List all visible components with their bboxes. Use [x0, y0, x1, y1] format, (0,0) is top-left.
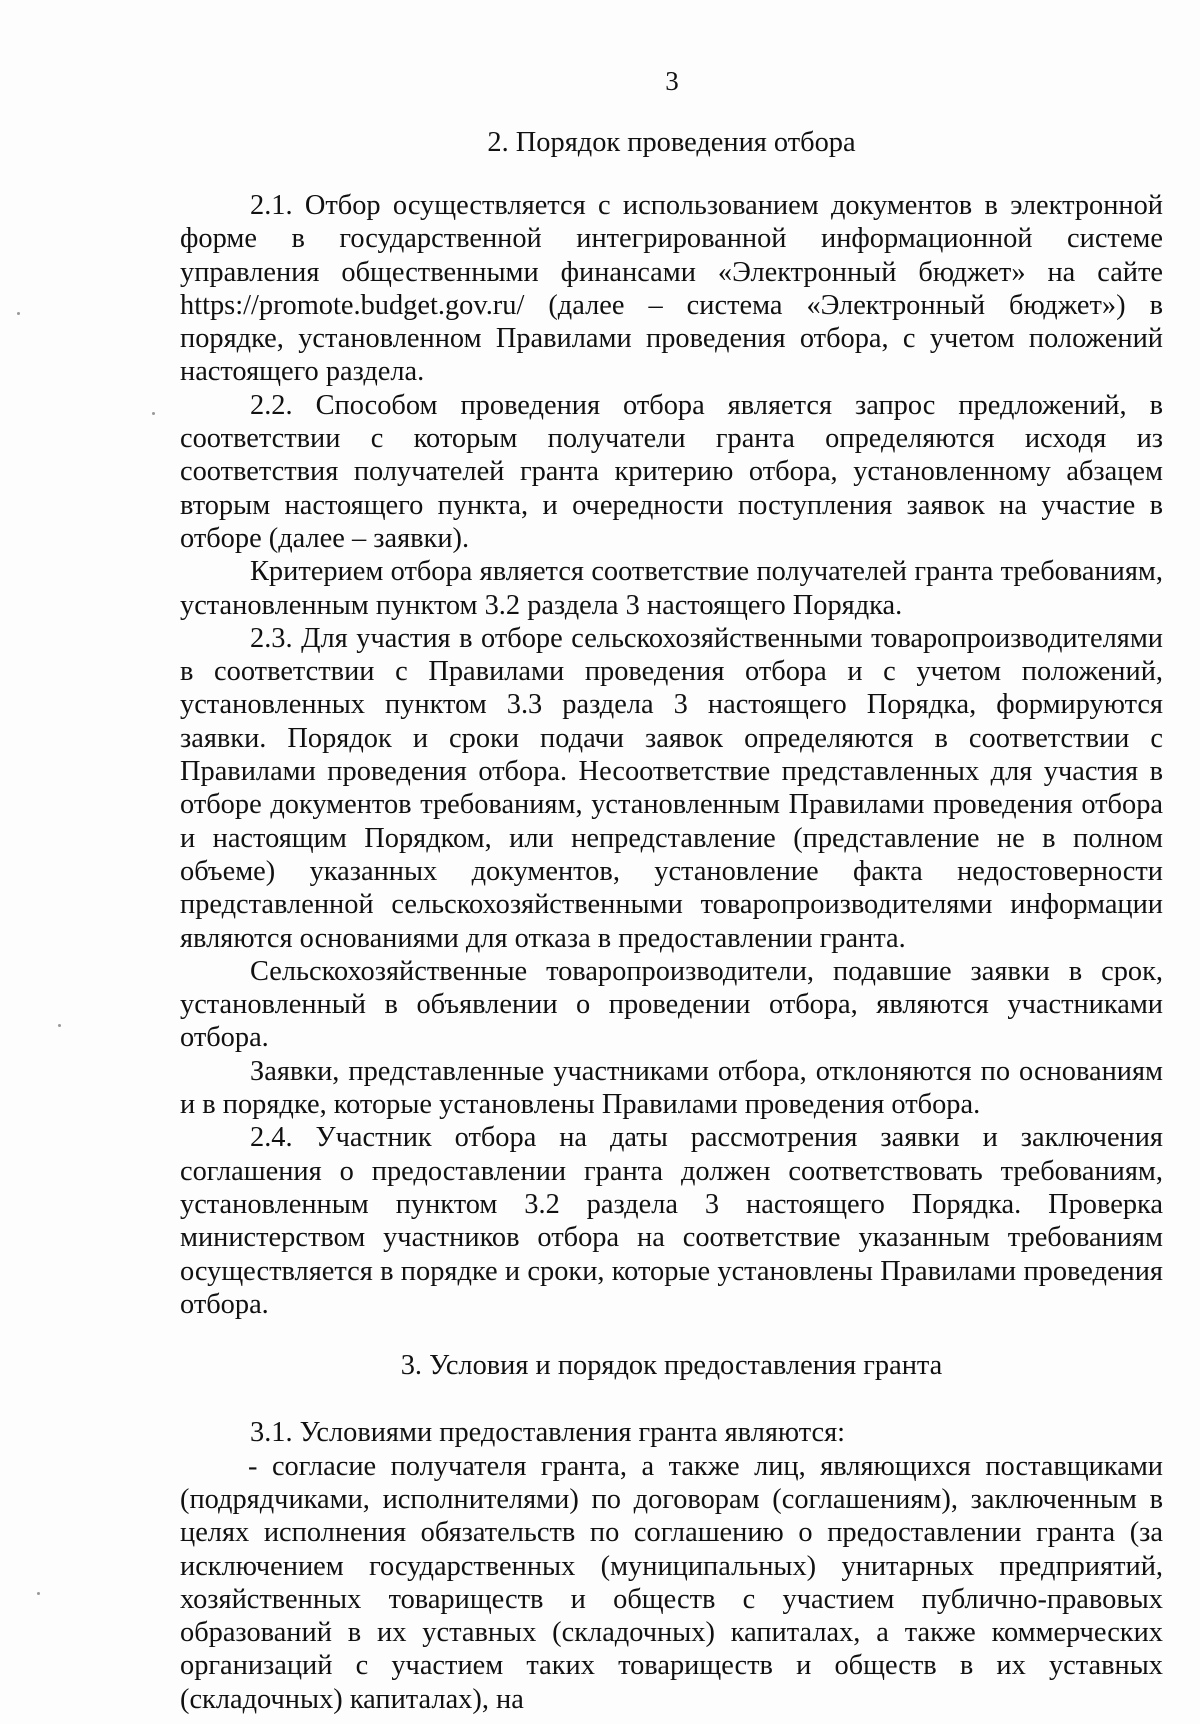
- paragraph-2-2-criterion: Критерием отбора является соответствие получателей гранта требованиям, установленным пунктом 3.2 раздела 3 настоящего Порядка.: [180, 556, 1163, 621]
- paragraph-2-3-rejection: Заявки, представленные участниками отбора, отклоняются по основаниям и в порядке, которые установлены Правилами проведения отбора.: [180, 1055, 1163, 1121]
- paragraph-2-3: 2.3. Для участия в отборе сельскохозяйственными товаропроизводителями в соответствии с Правилами проведения отбора и с учетом положений, установленных пунктом 3.3 раздела 3 настоящего Порядка, формируются заявки. Порядок и сроки подачи заявок определяются в соответствии с Правилами проведения отбора. Несоответствие представленных для участия в отборе документов требованиям, установленным Правилами проведения отбора и настоящим Порядком, или непредставление (представление не в полном объеме) указанных документов, установление факта недостоверности представленной сельскохозяйственными товаропроизводителями информации являются основаниями для отказа в предоставлении гранта.: [180, 622, 1163, 954]
- section-3-title: 3. Условия и порядок предоставления гранта: [400, 1350, 943, 1382]
- scan-speck: [37, 1592, 40, 1595]
- paragraph-2-2: 2.2. Способом проведения отбора является запрос предложений, в соответствии с которым получатели гранта определяются исходя из соответствия получателей гранта критерию отбора, установленному абзацем вторым настоящего пункта, и очередности поступления заявок на участие в отборе (далее – заявки).: [180, 389, 1163, 554]
- scan-speck: [17, 312, 20, 315]
- document-body: [180, 126, 1163, 1716]
- page-number: 3: [665, 66, 679, 96]
- scan-speck: [58, 1024, 61, 1027]
- paragraph-2-4: 2.4. Участник отбора на даты рассмотрения заявки и заключения соглашения о предоставлении гранта должен соответствовать требованиям, установленным пунктом 3.2 раздела 3 настоящего Порядка. Проверка министерством участников отбора на соответствие указанным требованиям осуществляется в порядке и сроки, которые установлены Правилами проведения отбора.: [180, 1122, 1163, 1320]
- paragraph-2-1: 2.1. Отбор осуществляется с использованием документов в электронной форме в государственной интегрированной информационной системе управления общественными финансами «Электронный бюджет» на сайте https://promote.budget.gov.ru/ (далее – система «Электронный бюджет») в порядке, установленном Правилами проведения отбора, с учетом положений настоящего раздела.: [180, 190, 1163, 388]
- paragraph-3-1: 3.1. Условиями предоставления гранта являются:: [250, 1417, 846, 1449]
- paragraph-2-3-participants: Сельскохозяйственные товаропроизводители, подавшие заявки в срок, установленный в объявлении о проведении отбора, являются участниками отбора.: [180, 955, 1163, 1054]
- paragraph-3-1-consent: - согласие получателя гранта, а также лиц, являющихся поставщиками (подрядчиками, исполнителями) по договорам (соглашениям), заключенным в целях исполнения обязательств по соглашению о предоставлении гранта (за исключением государственных (муниципальных) унитарных предприятий, хозяйственных товариществ и обществ с участием публично-правовых образований в их уставных (складочных) капиталах, а также коммерческих организаций с участием таких товариществ и обществ в их уставных (складочных) капиталах), на: [180, 1450, 1163, 1715]
- scan-speck: [152, 412, 155, 415]
- section-2-title: 2. Порядок проведения отбора: [487, 127, 856, 158]
